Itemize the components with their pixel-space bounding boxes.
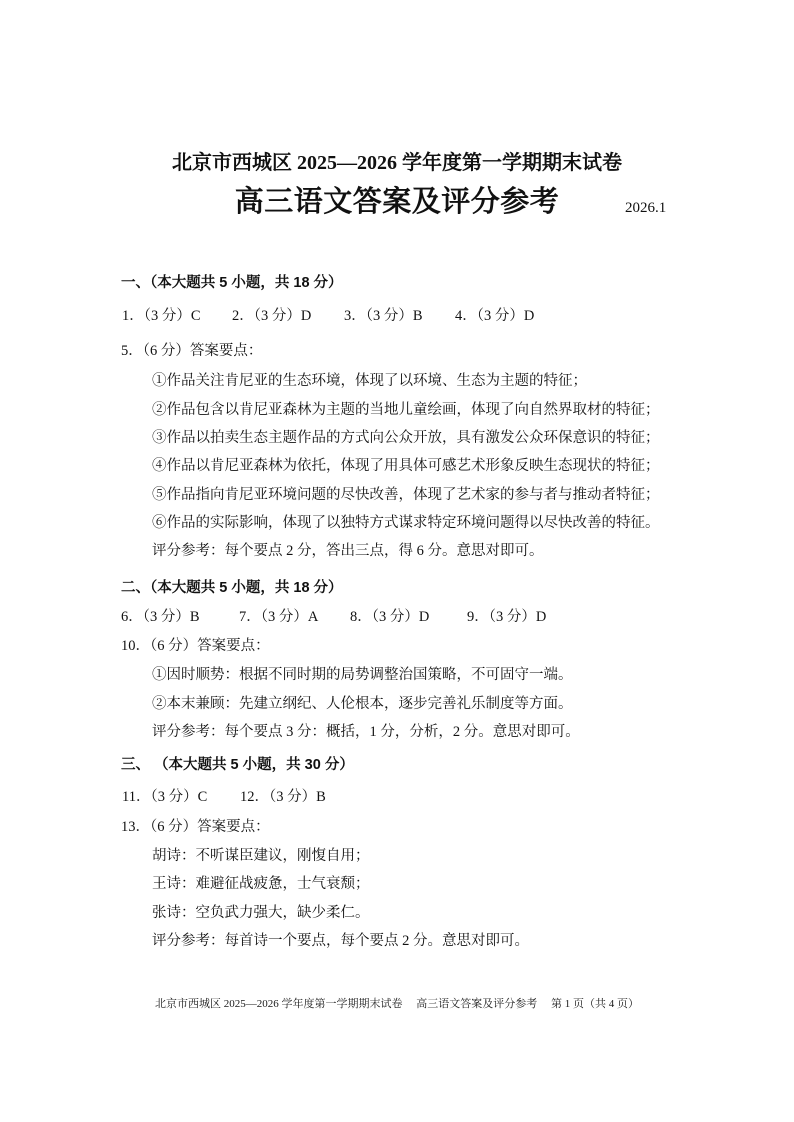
doc-date: 2026.1 bbox=[625, 200, 667, 216]
doc-title-line1: 北京市西城区 2025—2026 学年度第一学期期末试卷 bbox=[172, 152, 622, 174]
q5-point-3: ③作品以拍卖生态主题作品的方式向公众开放，具有激发公众环保意识的特征； bbox=[152, 430, 660, 446]
section2-mc-row bbox=[0, 606, 794, 628]
q10-point-1: ①因时顺势：根据不同时期的局势调整治国策略，不可固守一端。 bbox=[152, 667, 573, 683]
section3-mc-row bbox=[0, 786, 794, 808]
mc-answer-q12: 12．（3 分）B bbox=[240, 789, 326, 805]
mc-answer-q7: 7．（3 分）A bbox=[239, 609, 319, 625]
q13-scoring-note: 评分参考：每首诗一个要点，每个要点 2 分。意思对即可。 bbox=[152, 933, 529, 949]
q5-point-6: ⑥作品的实际影响，体现了以独特方式谋求特定环境问题得以尽快改善的特征。 bbox=[152, 515, 660, 531]
mc-answer-q1: 1．（3 分）C bbox=[122, 308, 201, 324]
q5-point-1: ①作品关注肯尼亚的生态环境，体现了以环境、生态为主题的特征； bbox=[152, 373, 587, 389]
mc-answer-q6: 6．（3 分）B bbox=[121, 609, 200, 625]
section1-heading: 一、（本大题共 5 小题，共 18 分） bbox=[121, 275, 343, 291]
q10-label: 10．（6 分）答案要点： bbox=[121, 638, 270, 654]
q13-point-hu: 胡诗：不听谋臣建议，刚愎自用； bbox=[152, 848, 370, 864]
q5-point-5: ⑤作品指向肯尼亚环境问题的尽快改善，体现了艺术家的参与者与推动者特征； bbox=[152, 487, 660, 503]
q5-label: 5．（6 分）答案要点： bbox=[121, 343, 263, 359]
doc-title-line2: 高三语文答案及评分参考 bbox=[234, 186, 560, 218]
section1-mc-row bbox=[0, 305, 794, 327]
page-footer: 北京市西城区 2025—2026 学年度第一学期期末试卷 高三语文答案及评分参考 第 1 页（共 4 页） bbox=[155, 998, 639, 1010]
q13-point-zhang: 张诗：空负武力强大，缺少柔仁。 bbox=[152, 905, 370, 921]
mc-answer-q11: 11．（3 分）C bbox=[122, 789, 208, 805]
q5-scoring-note: 评分参考：每个要点 2 分，答出三点，得 6 分。意思对即可。 bbox=[152, 543, 544, 559]
q5-point-4: ④作品以肯尼亚森林为依托，体现了用具体可感艺术形象反映生态现状的特征； bbox=[152, 458, 660, 474]
q5-point-2: ②作品包含以肯尼亚森林为主题的当地儿童绘画，体现了向自然界取材的特征； bbox=[152, 402, 660, 418]
q13-label: 13．（6 分）答案要点： bbox=[121, 819, 270, 835]
mc-answer-q9: 9．（3 分）D bbox=[467, 609, 547, 625]
mc-answer-q2: 2．（3 分）D bbox=[232, 308, 312, 324]
mc-answer-q3: 3．（3 分）B bbox=[344, 308, 423, 324]
section3-heading: 三、 （本大题共 5 小题，共 30 分） bbox=[121, 757, 354, 773]
mc-answer-q8: 8．（3 分）D bbox=[350, 609, 430, 625]
q10-scoring-note: 评分参考：每个要点 3 分：概括，1 分，分析，2 分。意思对即可。 bbox=[152, 724, 580, 740]
q13-point-wang: 王诗：难避征战疲惫，士气衰颓； bbox=[152, 876, 370, 892]
q10-point-2: ②本末兼顾：先建立纲纪、人伦根本，逐步完善礼乐制度等方面。 bbox=[152, 696, 573, 712]
mc-answer-q4: 4．（3 分）D bbox=[455, 308, 535, 324]
section2-heading: 二、（本大题共 5 小题，共 18 分） bbox=[121, 580, 343, 596]
